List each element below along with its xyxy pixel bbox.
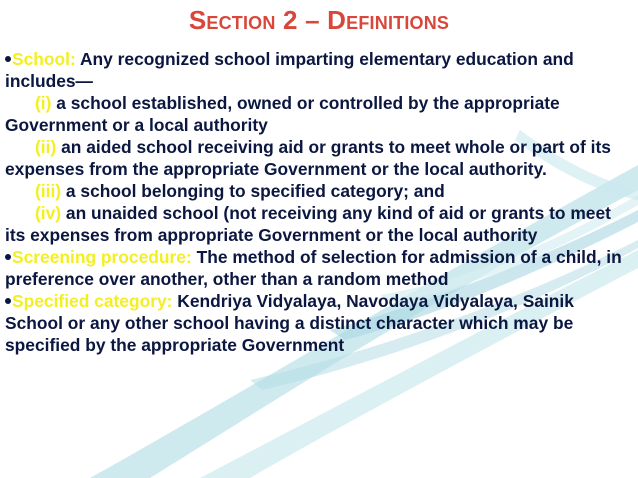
- item-marker: (ii): [35, 137, 57, 157]
- bullet-icon: [5, 56, 11, 62]
- item-marker: (iii): [35, 181, 62, 201]
- item-text: a school belonging to specified category; and: [61, 181, 445, 201]
- term-specified-category: Specified category:: [12, 291, 173, 311]
- term-screening-procedure: Screening procedure:: [12, 247, 192, 267]
- term-school: School:: [12, 49, 76, 69]
- bullet-icon: [5, 254, 11, 260]
- screening-definition-text: The method of selection for admission of a child, in preference over another, other than a random method: [5, 247, 622, 289]
- specified-category-definition-text: Kendriya Vidyalaya, Navodaya Vidyalaya, Sainik School or any other school having a distinct character which may be specified by the appropriate Government: [5, 291, 574, 355]
- item-text: a school established, owned or controlled by the appropriate Government or a local authority: [5, 93, 560, 135]
- item-text: an aided school receiving aid or grants to meet whole or part of its expenses from the appropriate Government or the local authority.: [5, 137, 611, 179]
- item-text: an unaided school (not receiving any kind of aid or grants to meet its expenses from appropriate Government or the local authority: [5, 203, 611, 245]
- title-text: Section 2 – Definitions: [188, 5, 450, 35]
- item-marker: (i): [35, 93, 52, 113]
- definition-specified-category: [5, 290, 633, 356]
- school-item-i: [5, 92, 633, 136]
- definitions-body: [5, 48, 633, 356]
- school-item-iii: [5, 180, 633, 202]
- school-item-ii: [5, 136, 633, 180]
- slide-title: [0, 5, 638, 36]
- item-marker: (iv): [35, 203, 62, 223]
- definition-school: [5, 48, 633, 92]
- bullet-icon: [5, 298, 11, 304]
- school-item-iv: [5, 202, 633, 246]
- definition-screening-procedure: [5, 246, 633, 290]
- school-definition-text: Any recognized school imparting elementary education and includes—: [5, 49, 574, 91]
